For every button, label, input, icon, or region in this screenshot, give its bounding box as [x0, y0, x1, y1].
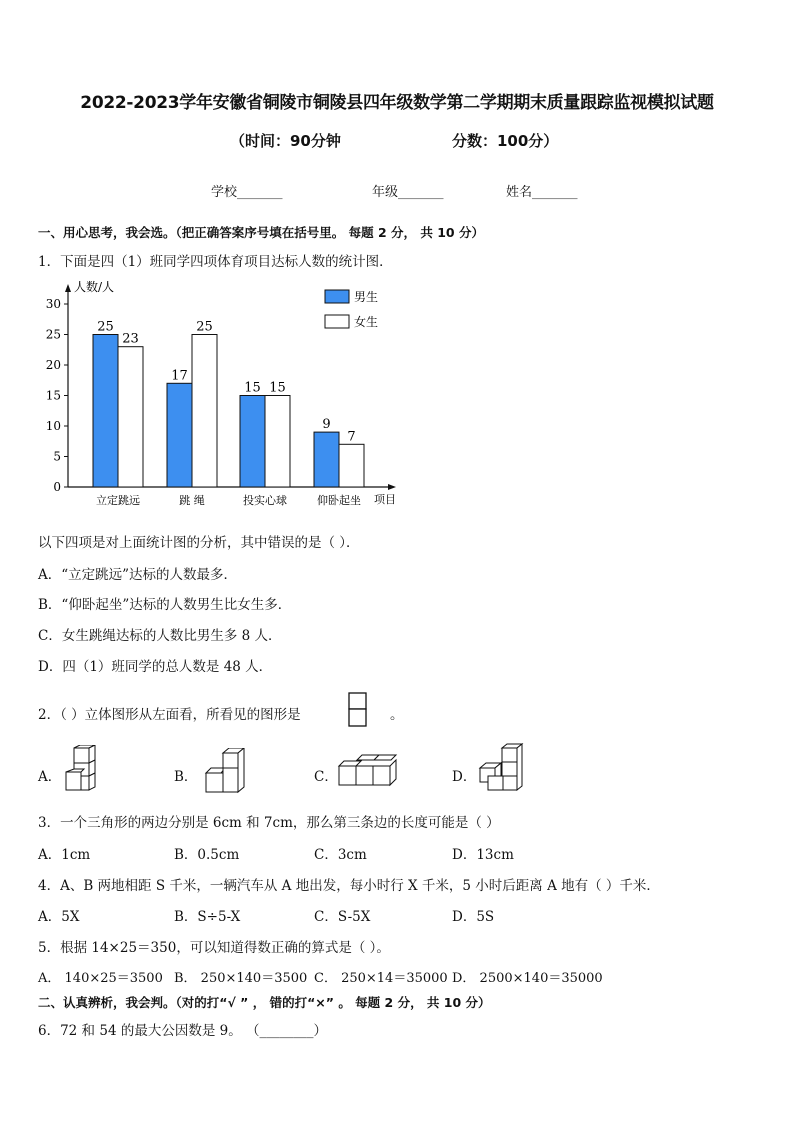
- bar-boys: [314, 432, 339, 487]
- bar-boys: [240, 396, 265, 488]
- question-3-option-c: C．3cm: [314, 847, 367, 863]
- y-axis-label: 人数/人: [74, 280, 115, 294]
- bar-value-label: 15: [269, 380, 286, 396]
- exam-title: 2022-2023学年安徽省铜陵市铜陵县四年级数学第二学期期末质量跟踪监视模拟试题: [80, 93, 714, 113]
- bar-value-label: 25: [97, 319, 114, 335]
- question-5-stem: 5．根据 14×25＝350，可以知道得数正确的算式是（ ）。: [38, 940, 390, 956]
- bar-value-label: 9: [322, 417, 331, 433]
- bar-value-label: 25: [196, 319, 213, 335]
- exam-score: 分数：100分）: [452, 132, 559, 150]
- y-tick-label: 30: [45, 297, 61, 311]
- school-field: 学校_______: [211, 185, 283, 200]
- x-axis-arrow: [388, 484, 396, 490]
- question-1-option-d: D．四（1）班同学的总人数是 48 人．: [38, 659, 273, 675]
- bar-value-label: 7: [347, 429, 356, 445]
- question-4-stem: 4．A、B 两地相距 S 千米，一辆汽车从 A 地出发，每小时行 X 千米，5 小时后距离 A 地有（ ）千米．: [38, 878, 660, 894]
- bar-boys: [167, 383, 192, 487]
- question-3-option-b: B．0.5cm: [174, 847, 240, 863]
- question-5-option-c: C． 250×14＝35000: [314, 971, 448, 986]
- legend-swatch: [325, 315, 349, 328]
- question-4-option-b: B．S÷5-X: [174, 909, 241, 925]
- y-tick-label: 15: [45, 388, 61, 403]
- question-2-stem: 2．（ ）立体图形从左面看，所看见的图形是: [38, 707, 301, 723]
- question-6-stem: 6．72 和 54 的最大公因数是 9。 （________）: [38, 1023, 327, 1039]
- x-tick-label: 跳 绳: [179, 494, 205, 507]
- bar-value-label: 17: [171, 368, 188, 384]
- question-3-stem: 3．一个三角形的两边分别是 6cm 和 7cm，那么第三条边的长度可能是（ ）: [38, 815, 500, 831]
- x-tick-label: 立定跳远: [96, 494, 140, 507]
- y-tick-label: 0: [53, 480, 61, 494]
- bar-boys: [93, 335, 118, 488]
- question-4-option-d: D．5S: [452, 909, 495, 925]
- bar-girls: [192, 335, 217, 488]
- name-field: 姓名_______: [506, 185, 578, 200]
- question-1-option-a: A．“立定跳远”达标的人数最多．: [38, 567, 238, 583]
- question-2-label-d: D．: [452, 769, 477, 785]
- grade-field: 年级_______: [372, 185, 444, 200]
- question-4-option-a: A．5X: [38, 909, 80, 925]
- bar-girls: [339, 444, 364, 487]
- bar-chart: [38, 278, 418, 513]
- question-5-option-b: B． 250×140＝3500: [174, 971, 308, 986]
- bar-girls: [265, 396, 290, 488]
- question-1-ask: 以下四项是对上面统计图的分析，其中错误的是（ ）．: [38, 535, 360, 551]
- question-2-end: 。: [390, 707, 404, 723]
- section-1-heading: 一、用心思考，我会选。（把正确答案序号填在括号里。 每题 2 分， 共 10 分）: [38, 225, 484, 240]
- question-5-option-a: A． 140×25＝3500: [38, 971, 163, 986]
- x-tick-label: 投实心球: [243, 494, 287, 507]
- question-3-option-d: D．13cm: [452, 847, 514, 863]
- x-tick-label: 仰卧起坐: [317, 494, 361, 507]
- section-2-heading: 二、认真辨析，我会判。（对的打“√ ” ， 错的打“×” 。 每题 2 分， 共 10 分）: [38, 995, 491, 1010]
- x-axis-label: 项目: [374, 493, 396, 506]
- question-3-option-a: A．1cm: [38, 847, 91, 863]
- question-1-stem: 1．下面是四（1）班同学四项体育项目达标人数的统计图．: [38, 254, 393, 270]
- solid-figure-a: [62, 745, 102, 795]
- bar-girls: [118, 347, 143, 487]
- legend-label: 女生: [354, 315, 379, 329]
- question-2-label-b: B．: [174, 769, 198, 785]
- y-tick-label: 25: [45, 327, 61, 342]
- question-2-label-c: C．: [314, 769, 338, 785]
- bar-value-label: 23: [122, 331, 139, 347]
- bar-value-label: 15: [244, 380, 261, 396]
- question-4-option-c: C．S-5X: [314, 909, 371, 925]
- left-view-figure: [348, 692, 368, 728]
- y-axis-arrow: [65, 284, 71, 292]
- legend-label: 男生: [354, 290, 379, 304]
- exam-time: （时间：90分钟: [230, 132, 341, 150]
- question-5-option-d: D． 2500×140＝35000: [452, 971, 603, 986]
- solid-figure-c: [337, 754, 399, 788]
- y-tick-label: 10: [45, 419, 61, 433]
- solid-figure-d: [475, 743, 527, 799]
- solid-figure-b: [203, 748, 251, 796]
- question-1-option-c: C．女生跳绳达标的人数比男生多 8 人．: [38, 628, 282, 644]
- y-tick-label: 20: [45, 358, 61, 372]
- y-tick-label: 5: [53, 449, 61, 464]
- question-2-label-a: A．: [38, 769, 62, 785]
- legend-swatch: [325, 290, 349, 303]
- question-1-option-b: B．“仰卧起坐”达标的人数男生比女生多．: [38, 597, 292, 613]
